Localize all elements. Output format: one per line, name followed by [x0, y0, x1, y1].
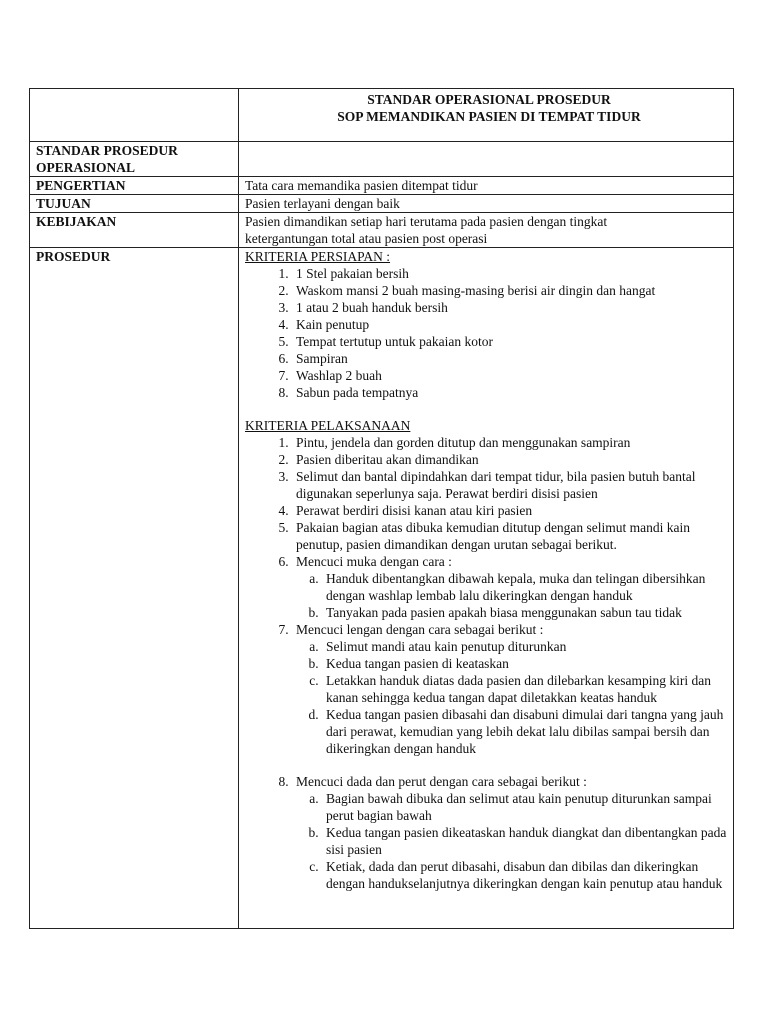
spacer [245, 401, 733, 417]
document-title: STANDAR OPERASIONAL PROSEDUR [367, 92, 611, 107]
pengertian-label: PENGERTIAN [30, 177, 239, 195]
sop-row [30, 142, 734, 177]
sub-list [296, 570, 733, 621]
item-text: Mencuci dada dan perut dengan cara sebagai berikut : [296, 774, 587, 789]
persiapan-list [245, 265, 733, 401]
list-item-mencuci-muka [292, 553, 733, 621]
sub-list-item: a. Bagian bawah dibuka dan selimut atau kain penutup diturunkan sampai perut bagian bawah [322, 790, 733, 824]
sop-document [29, 88, 734, 929]
prosedur-label: PROSEDUR [30, 248, 239, 929]
list-item-mencuci-dada [292, 773, 733, 892]
pelaksanaan-heading: KRITERIA PELAKSANAAN [245, 418, 411, 433]
tujuan-label: TUJUAN [30, 195, 239, 213]
list-item: 1. Pintu, jendela dan gorden ditutup dan menggunakan sampiran [292, 434, 733, 451]
pengertian-value: Tata cara memandika pasien ditempat tidur [239, 177, 734, 195]
list-item: 8. Sabun pada tempatnya [292, 384, 733, 401]
pelaksanaan-list [245, 434, 733, 892]
list-item: 3. Selimut dan bantal dipindahkan dari tempat tidur, bila pasien butuh bantal digunakan seperlunya saja. Perawat berdiri disisi pasien [292, 468, 733, 502]
item-text: Mencuci muka dengan cara : [296, 554, 452, 569]
list-item: 7. Washlap 2 buah [292, 367, 733, 384]
list-item: 4. Kain penutup [292, 316, 733, 333]
sub-list-item: b. Kedua tangan pasien di keataskan [322, 655, 733, 672]
header-empty-cell [30, 89, 239, 142]
sub-list-item: c. Ketiak, dada dan perut dibasahi, disabun dan dibilas dan dikeringkan dengan handukselanjutnya dikeringkan dengan kain penutup atau handuk [322, 858, 733, 892]
prosedur-row [30, 248, 734, 929]
sop-value-cell [239, 142, 734, 177]
kebijakan-value-line2: ketergantungan total atau pasien post operasi [245, 231, 488, 246]
sub-list-item: a. Selimut mandi atau kain penutup diturunkan [322, 638, 733, 655]
sop-label-line1: STANDAR PROSEDUR [36, 143, 178, 158]
sub-list-item: c. Letakkan handuk diatas dada pasien dan dilebarkan kesamping kiri dan kanan sehingga kedua tangan dapat diletakkan keatas handuk [322, 672, 733, 706]
item-text: Mencuci lengan dengan cara sebagai berikut : [296, 622, 544, 637]
kebijakan-row [30, 213, 734, 248]
kebijakan-label: KEBIJAKAN [30, 213, 239, 248]
list-item: 2. Waskom mansi 2 buah masing-masing berisi air dingin dan hangat [292, 282, 733, 299]
pengertian-row [30, 177, 734, 195]
sub-list-item: b. Kedua tangan pasien dikeataskan handuk diangkat dan dibentangkan pada sisi pasien [322, 824, 733, 858]
kebijakan-value-line1: Pasien dimandikan setiap hari terutama pada pasien dengan tingkat [245, 214, 608, 229]
sub-list-item: d. Kedua tangan pasien dibasahi dan disabuni dimulai dari tangna yang jauh dari perawat, kemudian yang lebih dekat lalu dibilas sampai bersih dan dikeringkan dengan handuk [322, 706, 733, 757]
spacer [296, 757, 733, 773]
list-item: 6. Sampiran [292, 350, 733, 367]
list-item: 5. Pakaian bagian atas dibuka kemudian ditutup dengan selimut mandi kain penutup, pasien dimandikan dengan urutan sebagai berikut. [292, 519, 733, 553]
sop-label-line2: OPERASIONAL [36, 160, 136, 175]
prosedur-content-cell [239, 248, 734, 929]
document-subtitle: SOP MEMANDIKAN PASIEN DI TEMPAT TIDUR [337, 109, 641, 124]
sub-list [296, 638, 733, 757]
header-row [30, 89, 734, 142]
sub-list [296, 790, 733, 892]
list-item: 5. Tempat tertutup untuk pakaian kotor [292, 333, 733, 350]
list-item: 4. Perawat berdiri disisi kanan atau kiri pasien [292, 502, 733, 519]
list-item-mencuci-lengan [292, 621, 733, 773]
list-item: 3. 1 atau 2 buah handuk bersih [292, 299, 733, 316]
sub-list-item: a. Handuk dibentangkan dibawah kepala, muka dan telingan dibersihkan dengan washlap lembab lalu dikeringkan dengan handuk [322, 570, 733, 604]
kebijakan-value-cell [239, 213, 734, 248]
tujuan-value: Pasien terlayani dengan baik [239, 195, 734, 213]
header-title-cell [239, 89, 734, 142]
sub-list-item: b. Tanyakan pada pasien apakah biasa menggunakan sabun tau tidak [322, 604, 733, 621]
persiapan-heading: KRITERIA PERSIAPAN : [245, 249, 391, 264]
list-item: 2. Pasien diberitau akan dimandikan [292, 451, 733, 468]
sop-table [29, 88, 734, 929]
list-item: 1. 1 Stel pakaian bersih [292, 265, 733, 282]
sop-label-cell [30, 142, 239, 177]
tujuan-row [30, 195, 734, 213]
